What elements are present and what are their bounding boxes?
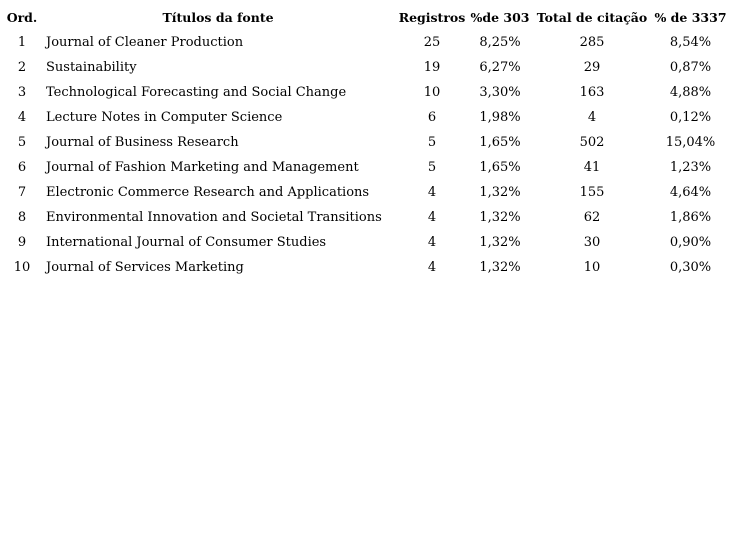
cell-pct-303: 1,32% xyxy=(479,235,521,250)
cell-citations: 502 xyxy=(579,135,605,150)
cell-pct-3337: 1,23% xyxy=(669,160,712,175)
table-row xyxy=(4,255,729,280)
cell-citations: 62 xyxy=(583,210,601,225)
cell-title: Journal of Cleaner Production xyxy=(46,35,244,50)
header-citations: Total de citação xyxy=(536,10,648,25)
header-pct-303: %de 303 xyxy=(470,10,530,25)
cell-title: Electronic Commerce Research and Applications xyxy=(46,185,370,200)
cell-ord: 7 xyxy=(17,185,27,200)
cell-pct-3337: 0,90% xyxy=(669,235,712,250)
cell-records: 19 xyxy=(423,60,441,75)
cell-citations: 285 xyxy=(579,35,605,50)
cell-records: 6 xyxy=(427,110,437,125)
table-row xyxy=(4,230,729,255)
table-row xyxy=(4,80,729,105)
cell-title: Environmental Innovation and Societal Transitions xyxy=(46,210,382,225)
cell-citations: 155 xyxy=(579,185,605,200)
cell-ord: 6 xyxy=(17,160,27,175)
cell-ord: 2 xyxy=(17,60,27,75)
table-row xyxy=(4,155,729,180)
cell-ord: 5 xyxy=(17,135,27,150)
header-records: Registros xyxy=(398,10,466,25)
cell-ord: 4 xyxy=(17,110,27,125)
cell-pct-3337: 4,64% xyxy=(669,185,712,200)
source-titles-table xyxy=(4,5,729,280)
cell-pct-303: 1,32% xyxy=(479,260,521,275)
header-row xyxy=(4,5,729,30)
table-row xyxy=(4,205,729,230)
table-row xyxy=(4,30,729,55)
cell-ord: 3 xyxy=(17,85,27,100)
cell-records: 5 xyxy=(427,160,437,175)
cell-pct-303: 1,32% xyxy=(479,185,521,200)
cell-records: 5 xyxy=(427,135,437,150)
cell-ord: 1 xyxy=(17,35,27,50)
cell-pct-303: 1,65% xyxy=(479,135,521,150)
cell-ord: 9 xyxy=(17,235,27,250)
cell-records: 4 xyxy=(427,185,437,200)
table-row xyxy=(4,180,729,205)
header-title: Títulos da fonte xyxy=(162,10,274,25)
table-row xyxy=(4,55,729,80)
cell-pct-303: 6,27% xyxy=(479,60,521,75)
cell-pct-303: 1,32% xyxy=(479,210,521,225)
cell-citations: 30 xyxy=(583,235,601,250)
table-row xyxy=(4,105,729,130)
cell-pct-3337: 1,86% xyxy=(669,210,712,225)
cell-records: 4 xyxy=(427,235,437,250)
cell-pct-303: 1,65% xyxy=(479,160,521,175)
header-pct-3337: % de 3337 xyxy=(654,10,727,25)
cell-citations: 4 xyxy=(587,110,597,125)
header-ord: Ord. xyxy=(6,10,38,25)
cell-citations: 29 xyxy=(583,60,601,75)
cell-title: Journal of Services Marketing xyxy=(46,260,244,275)
cell-title: Technological Forecasting and Social Change xyxy=(46,85,347,100)
cell-citations: 163 xyxy=(579,85,605,100)
cell-pct-3337: 0,30% xyxy=(669,260,712,275)
cell-pct-3337: 0,87% xyxy=(669,60,712,75)
cell-citations: 41 xyxy=(583,160,601,175)
cell-ord: 8 xyxy=(17,210,27,225)
cell-title: Journal of Business Research xyxy=(46,135,239,150)
table-body xyxy=(4,30,729,280)
cell-pct-3337: 4,88% xyxy=(669,85,712,100)
cell-pct-303: 3,30% xyxy=(479,85,521,100)
table-header xyxy=(4,5,729,30)
table-row xyxy=(4,130,729,155)
cell-records: 25 xyxy=(423,35,441,50)
cell-pct-3337: 15,04% xyxy=(665,135,716,150)
cell-pct-3337: 0,12% xyxy=(669,110,712,125)
cell-title: International Journal of Consumer Studies xyxy=(46,235,327,250)
cell-records: 10 xyxy=(423,85,441,100)
cell-pct-303: 8,25% xyxy=(479,35,521,50)
cell-title: Lecture Notes in Computer Science xyxy=(46,110,283,125)
cell-pct-3337: 8,54% xyxy=(669,35,712,50)
cell-citations: 10 xyxy=(583,260,601,275)
cell-title: Journal of Fashion Marketing and Management xyxy=(46,160,359,175)
cell-records: 4 xyxy=(427,210,437,225)
cell-title: Sustainability xyxy=(46,60,137,75)
cell-records: 4 xyxy=(427,260,437,275)
cell-ord: 10 xyxy=(13,260,31,275)
cell-pct-303: 1,98% xyxy=(479,110,521,125)
